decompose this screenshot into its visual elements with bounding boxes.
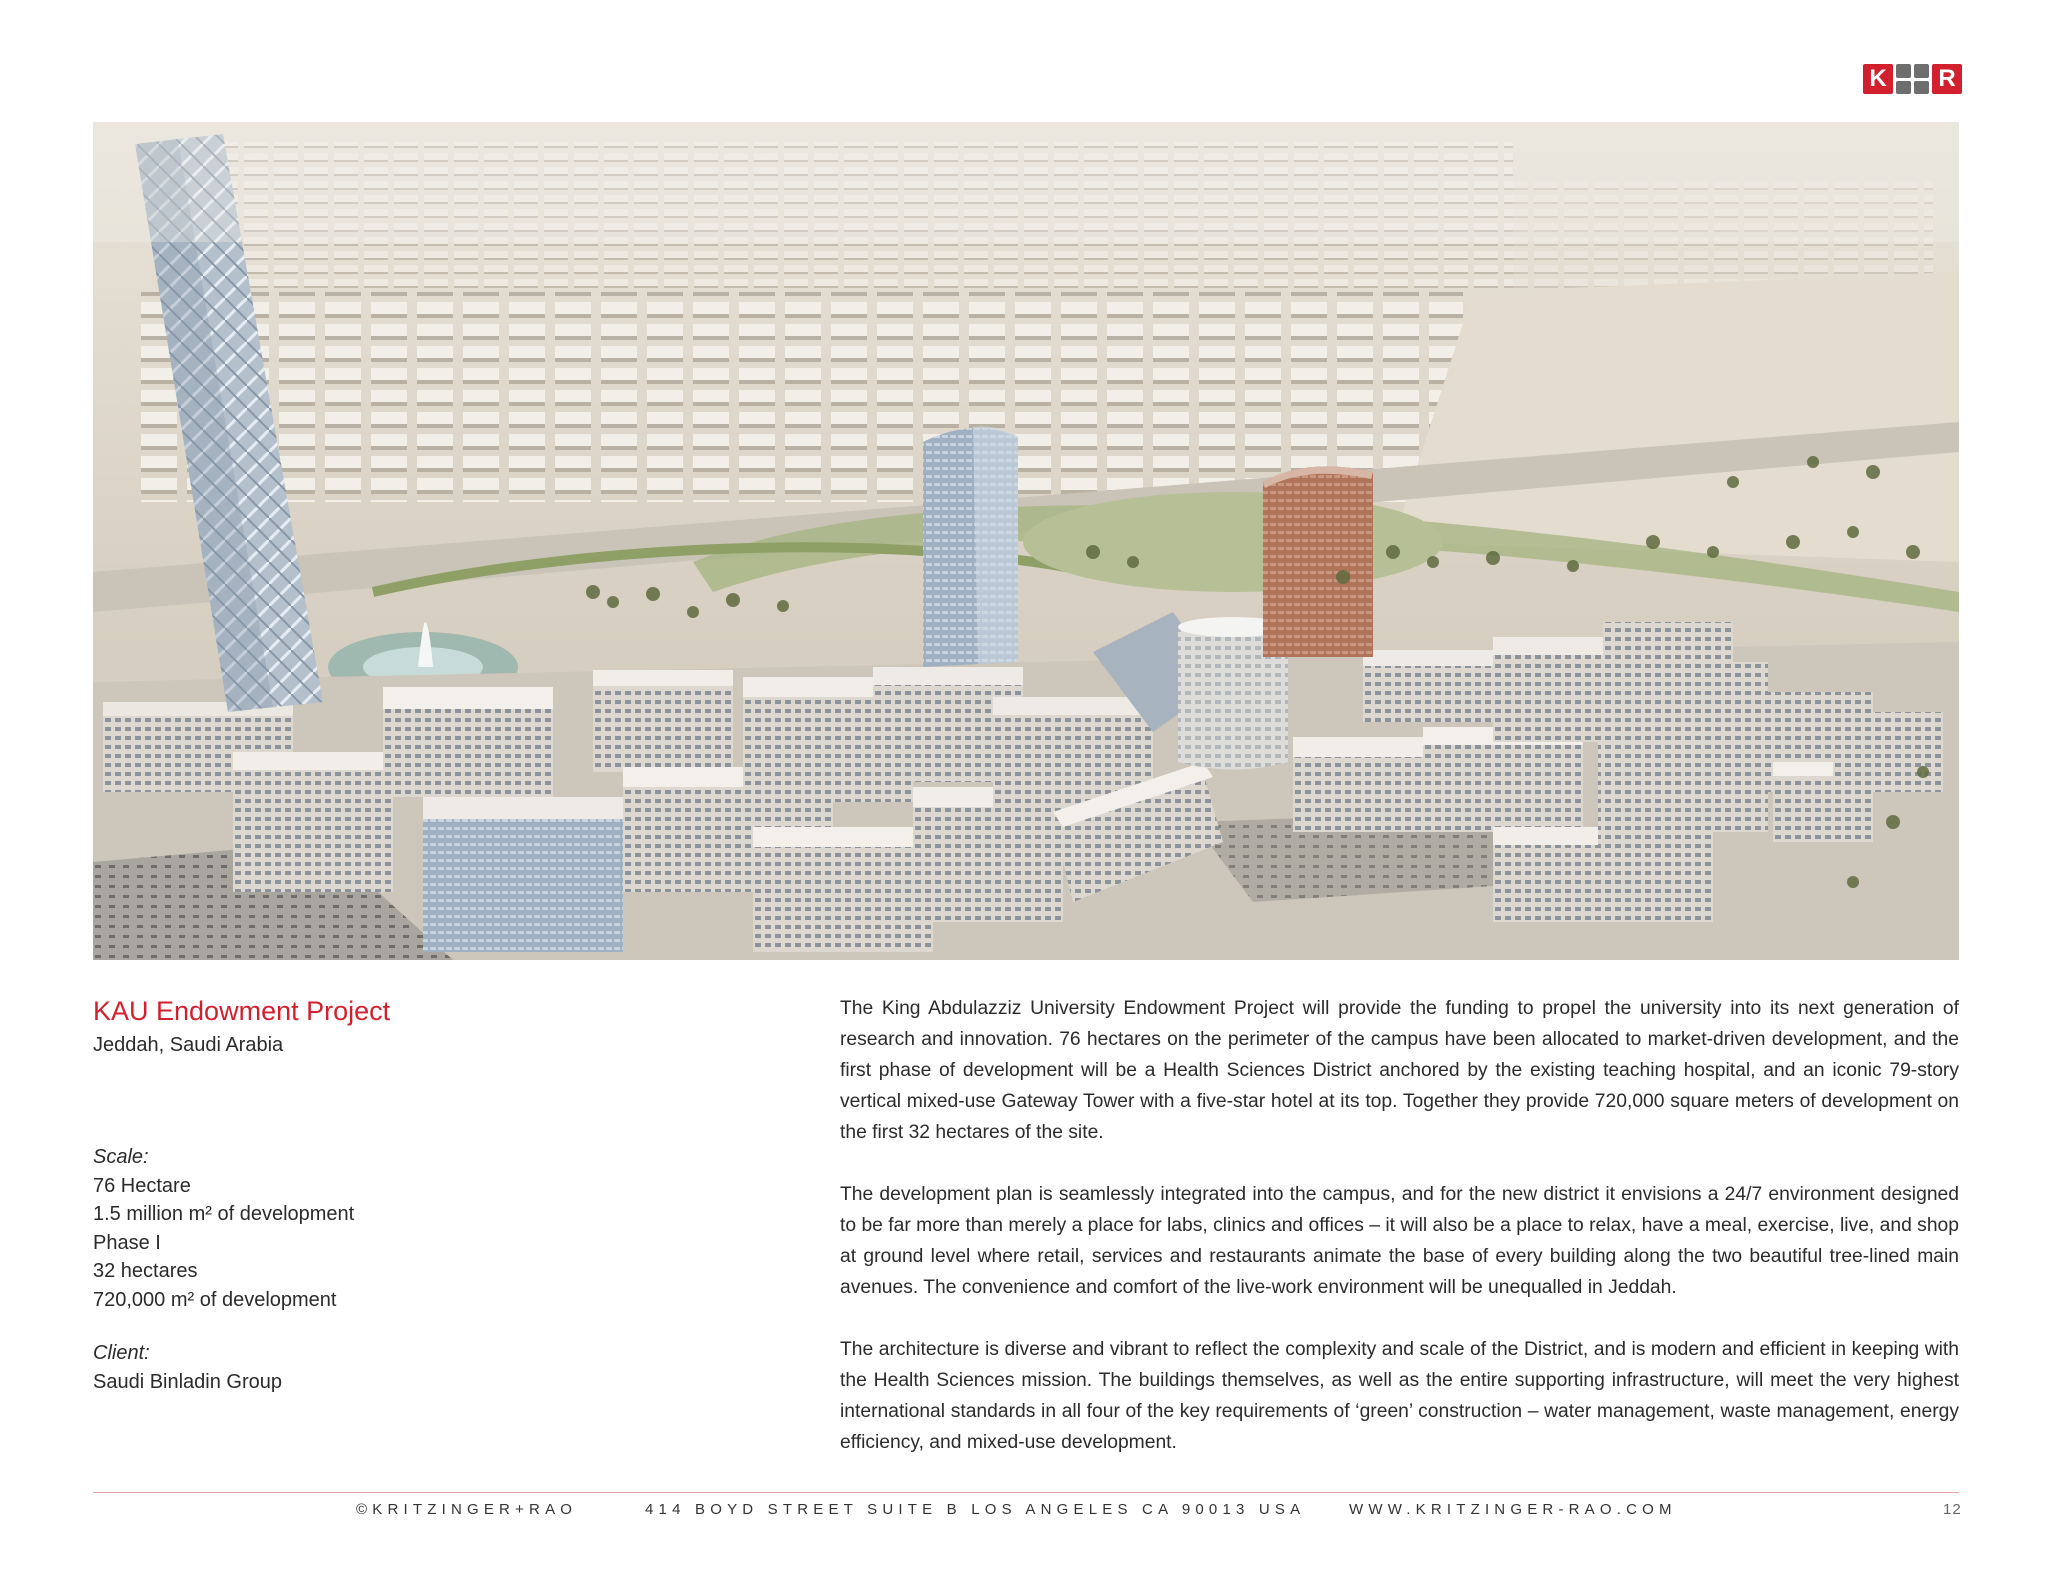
footer-copyright: ©KRITZINGER+RAO — [356, 1501, 578, 1518]
logo-letter-k: K — [1863, 64, 1893, 94]
hero-aerial-rendering — [93, 122, 1959, 960]
description-paragraph: The King Abdulazziz University Endowment Project will provide the funding to propel the university into its next generation of research and innovation. 76 hectares on the perimeter of the campus have been allocated to market-driven development, and the first phase of development will be a Health Sciences District anchored by the existing teaching hospital, and an iconic 79-story vertical mixed-use Gateway Tower with a five-star hotel at its top. Together they provide 720,000 square meters of development on the first 32 hectares of the site. — [840, 998, 1959, 1143]
aerial-rendering-illustration — [93, 122, 1959, 960]
description-paragraph: The architecture is diverse and vibrant to reflect the complexity and scale of the District, and is modern and efficient in keeping with the Health Sciences mission. The buildings themselves, as well as the entire supporting infrastructure, will meet the very highest international standards in all four of the key requirements of ‘green’ construction – water management, waste management, energy efficiency, and mixed-use development. — [840, 1339, 1959, 1453]
scale-label: Scale: — [93, 1146, 149, 1168]
page-footer — [0, 1501, 2048, 1525]
scale-line-phase-hectares: 32 hectares — [93, 1260, 198, 1282]
project-facts — [93, 1143, 793, 1396]
scale-line-development-total: 1.5 million m² of development — [93, 1203, 355, 1225]
logo-letter-r: R — [1932, 64, 1962, 94]
scale-line-hectare: 76 Hectare — [93, 1174, 191, 1197]
footer-website: WWW.KRITZINGER-RAO.COM — [1349, 1501, 1677, 1518]
logo-dots-icon — [1896, 64, 1929, 94]
page-number: 12 — [1943, 1501, 1962, 1518]
client-label: Client: — [93, 1342, 150, 1364]
kr-logo — [1863, 64, 1962, 94]
scale-line-phase-development: 720,000 m² of development — [93, 1288, 337, 1311]
project-description — [840, 993, 1959, 1489]
project-title: KAU Endowment Project — [93, 996, 391, 1026]
description-paragraph: The development plan is seamlessly integrated into the campus, and for the new district it envisions a 24/7 environment designed to be far more than merely a place for labs, clinics and offices – it will also be a place to relax, have a meal, exercise, live, and shop at ground level where retail, services and restaurants animate the base of every building along the two beautiful tree-lined main avenues. The convenience and comfort of the live-work environment will be unequalled in Jeddah. — [840, 1184, 1959, 1298]
project-location: Jeddah, Saudi Arabia — [93, 1034, 284, 1056]
footer-address: 414 BOYD STREET SUITE B LOS ANGELES CA 90013 USA — [645, 1501, 1306, 1518]
scale-line-phase: Phase I — [93, 1231, 161, 1254]
footer-divider — [93, 1492, 1959, 1493]
client-name: Saudi Binladin Group — [93, 1370, 283, 1393]
